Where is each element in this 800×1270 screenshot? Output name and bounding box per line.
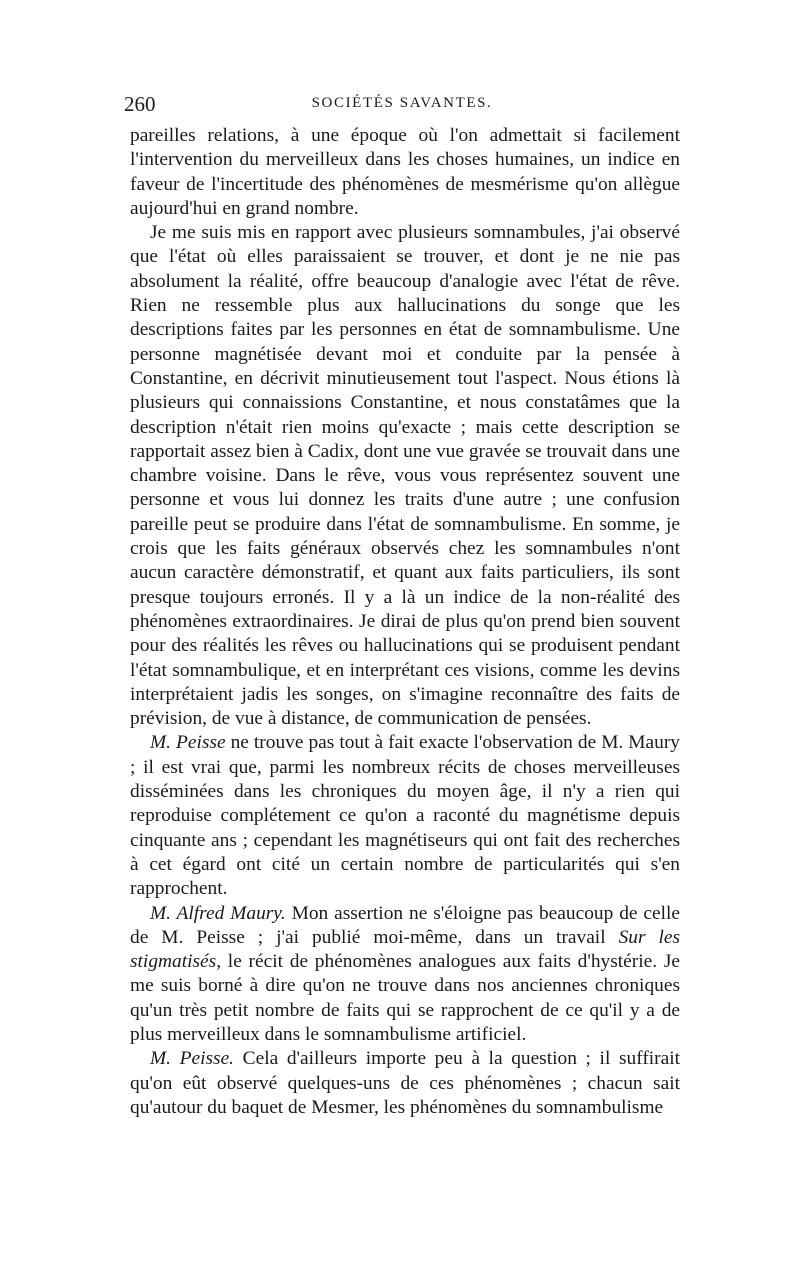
paragraph-4	[130, 902, 680, 1048]
paragraph-3	[130, 731, 680, 901]
page-number: 260	[124, 92, 156, 116]
speaker-name: M. Alfred Maury.	[150, 902, 286, 924]
paragraph-text: le récit de phénomènes analogues aux faits d'hystérie. Je me suis borné à dire qu'on ne trouve dans nos anciennes chroniques qu'un très petit nombre de faits qui se rapprochent de ce qu'il y a de plus merveilleux dans le somnambulisme artificiel.	[130, 951, 680, 1045]
work-title: Sur les stigmatisés,	[130, 926, 681, 973]
speaker-name: M. Peisse	[150, 732, 226, 754]
paragraph-1	[130, 124, 680, 221]
paragraph-text: Je me suis mis en rapport avec plusieurs somnambules, j'ai observé que l'état où elles paraissaient se trouver, et dont je ne nie pas absolument la réalité, offre beaucoup d'analogie avec l'état de rêve. Rien ne ressemble plus aux hallucinations du songe que les descriptions faites par les personnes en état de somnambulisme. Une personne magnétisée devant moi et conduite par la pensée à Constantine, en décrivit minutieusement tout l'aspect. Nous étions là plusieurs qui connaissions Constantine, et nous constatâmes que la description n'était rien moins qu'exacte ; mais cette description se rapportait assez bien à Cadix, dont une vue gravée se trouvait dans une chambre voisine. Dans le rêve, vous vous représentez souvent une personne et vous lui donnez les traits d'une autre ; une confusion pareille peut se produire dans l'état de somnambulisme. En somme, je crois que les faits généraux observés chez les somnambules n'ont aucun caractère démonstratif, et quant aux faits particuliers, ils sont presque toujours erronés. Il y a là un indice de la non-réalité des phénomènes extraordinaires. Je dirai de plus qu'on prend bien souvent pour des réalités les rêves ou hallucinations qui se produisent pendant l'état somnambulique, et en interprétant ces visions, comme les devins interprétaient jadis les songes, on s'imagine reconnaître des faits de prévision, de vue à distance, de communication de pensées.	[130, 222, 680, 730]
running-head	[124, 92, 680, 116]
paragraph-text: ne trouve pas tout à fait exacte l'observation de M. Maury ; il est vrai que, parmi les nombreux récits de choses merveilleuses disséminées dans les chroniques du moyen âge, il n'y a rien qui reproduise complétement ce qu'on a raconté du magnétisme depuis cinquante ans ; cependant les magnétiseurs qui ont fait des recherches à cet égard ont cité un certain nombre de particularités qui s'en rapprochent.	[130, 732, 680, 900]
speaker-name: M. Peisse.	[150, 1048, 235, 1070]
paragraph-text: Mon assertion ne s'éloigne pas beaucoup de celle de M. Peisse ; j'ai publié moi-même, dans un travail	[130, 902, 680, 948]
running-title: SOCIÉTÉS SAVANTES.	[311, 95, 493, 111]
paragraph-5	[130, 1047, 680, 1120]
body-text	[130, 124, 680, 1120]
paragraph-text: pareilles relations, à une époque où l'on admettait si facilement l'intervention du merveilleux dans les choses humaines, un indice en faveur de l'incertitude des phénomènes de mesmérisme qu'on allègue aujourd'hui en grand nombre.	[130, 125, 680, 219]
paragraph-2	[130, 221, 680, 731]
paragraph-text: Cela d'ailleurs importe peu à la question ; il suffirait qu'on eût observé quelques-uns de ces phénomènes ; chacun sait qu'autour du baquet de Mesmer, les phénomènes du somnambulisme	[130, 1048, 680, 1118]
